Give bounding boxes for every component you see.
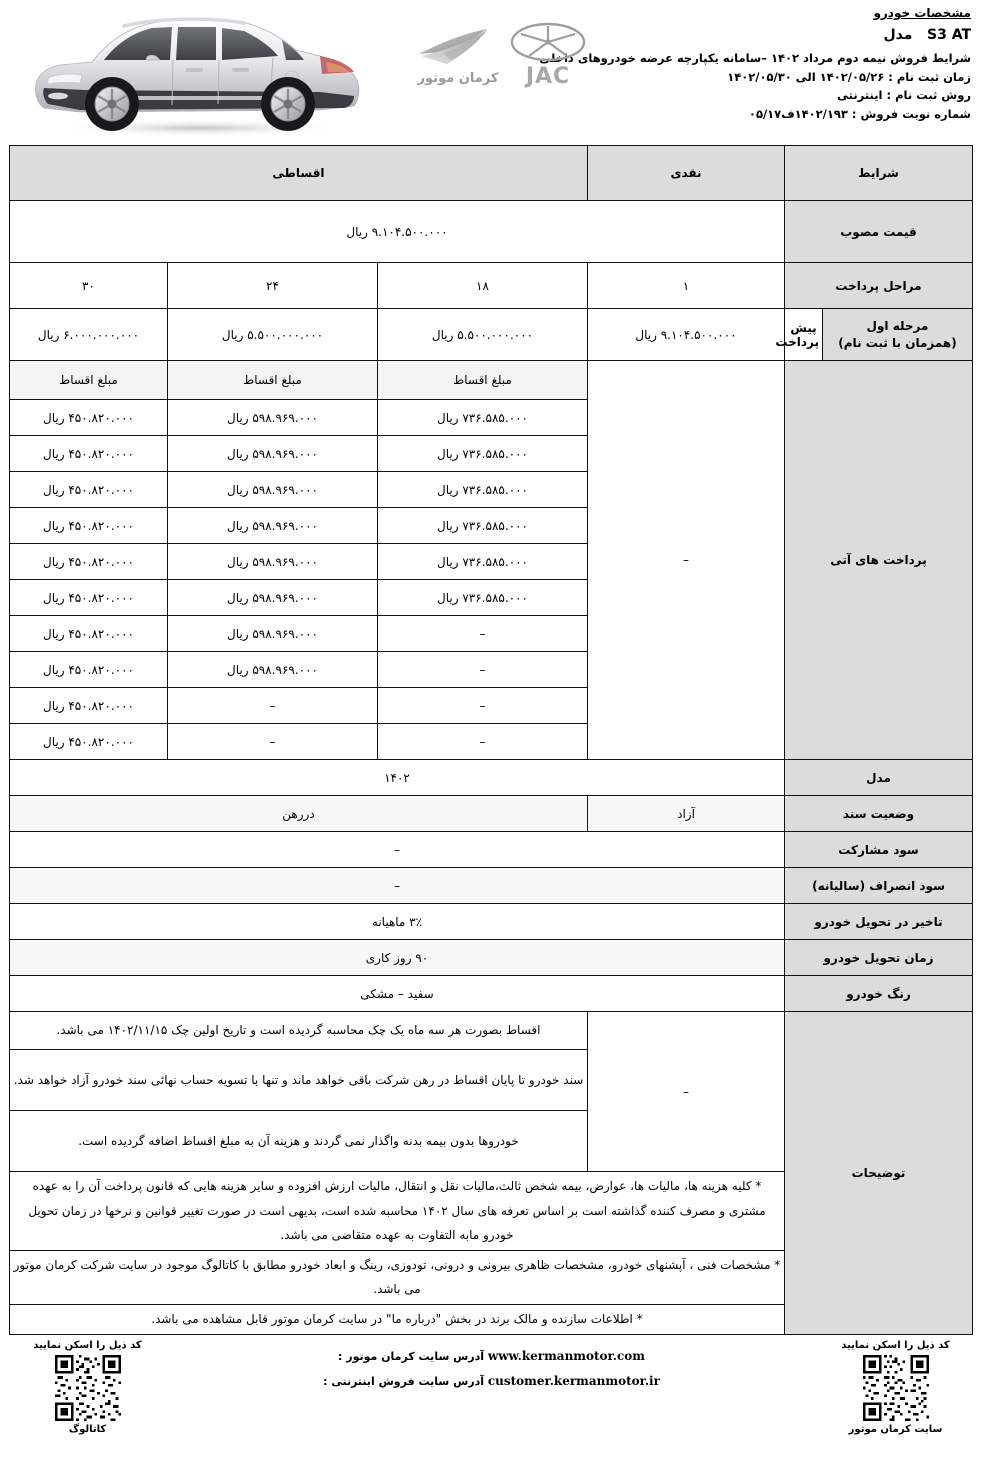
value-conditions-installment: اقساطی — [9, 146, 587, 201]
note-text: سند خودرو تا پایان اقساط در رهن شرکت باقی خواهد ماند و تنها با تسویه حساب نهائی سند خودرو آزاد خواهد شد. — [9, 1050, 587, 1111]
value-approved-price: ۹.۱۰۴.۵۰۰.۰۰۰ ریال — [9, 201, 784, 263]
note-text-wide: * مشخصات فنی ، آپشنهای خودرو، مشخصات ظاهری بیرونی و درونی، تودوزی، رینگ و ابعاد خودرو مطابق با کاتالوگ موجود در سایت شرکت کرمان موتور می باشد. — [9, 1250, 784, 1304]
installment-18: – — [378, 688, 588, 724]
installment-24: ۵۹۸.۹۶۹.۰۰۰ ریال — [168, 400, 378, 436]
installment-24: ۵۹۸.۹۶۹.۰۰۰ ریال — [168, 508, 378, 544]
brand-logos — [380, 0, 620, 89]
vehicle-image — [0, 0, 380, 145]
value-model: ۱۴۰۲ — [9, 760, 784, 796]
kerman-motor-caption: کرمان موتور — [417, 70, 499, 86]
stage-count-18: ۱۸ — [378, 263, 588, 309]
label-delivery-delay: تاخیر در تحویل خودرو — [785, 904, 973, 940]
table-row-participation-profit — [9, 832, 972, 868]
qr-site-label: سایت کرمان موتور — [848, 1423, 943, 1435]
future-payments-cash: – — [588, 361, 785, 760]
stage-count-cash: ۱ — [588, 263, 785, 309]
value-document-status-cash: آزاد — [588, 796, 785, 832]
label-document-status: وضعیت سند — [785, 796, 973, 832]
table-row-approved-price — [9, 201, 972, 263]
table-row-installment-header — [9, 361, 972, 400]
table-row-withdrawal-profit — [9, 868, 972, 904]
installment-30: ۴۵۰.۸۲۰.۰۰۰ ریال — [9, 400, 167, 436]
table-row-payment-stages — [9, 263, 972, 309]
label-notes: توضیحات — [785, 1012, 973, 1335]
installment-30: ۴۵۰.۸۲۰.۰۰۰ ریال — [9, 688, 167, 724]
installment-18: – — [378, 652, 588, 688]
table-row-prepayment — [9, 309, 972, 361]
installment-18: ۷۳۶.۵۸۵.۰۰۰ ریال — [378, 436, 588, 472]
installment-30: ۴۵۰.۸۲۰.۰۰۰ ریال — [9, 508, 167, 544]
label-approved-price: قیمت مصوب — [785, 201, 973, 263]
online-sales-line — [175, 1369, 808, 1394]
qr-catalog-column — [0, 1338, 175, 1435]
installment-24: ۵۹۸.۹۶۹.۰۰۰ ریال — [168, 652, 378, 688]
label-stage-one — [823, 309, 973, 361]
stage-count-30: ۳۰ — [9, 263, 167, 309]
notes-cash: – — [588, 1012, 785, 1172]
terms-line: شرایط فروش نیمه دوم مرداد ۱۴۰۲ –سامانه یکپارچه عرضه خودروهای داخلی — [539, 51, 971, 66]
table-row-model — [9, 760, 972, 796]
jac-logo-block — [509, 22, 587, 89]
label-payment-stages: مراحل پرداخت — [785, 263, 973, 309]
installment-24: – — [168, 688, 378, 724]
value-withdrawal-profit: – — [9, 868, 784, 904]
table-row-note — [9, 1012, 972, 1050]
online-sales-url[interactable]: customer.kermanmotor.ir — [487, 1373, 660, 1388]
kerman-motor-bird-icon — [413, 26, 503, 70]
note-text: اقساط بصورت هر سه ماه یک چک محاسبه گردیده است و تاریخ اولین چک ۱۴۰۲/۱۱/۱۵ می باشد. — [9, 1012, 587, 1050]
installment-24: ۵۹۸.۹۶۹.۰۰۰ ریال — [168, 472, 378, 508]
stage-one-main: مرحله اول — [866, 319, 929, 334]
installment-18: ۷۳۶.۵۸۵.۰۰۰ ریال — [378, 400, 588, 436]
qr-catalog-label: کاتالوگ — [68, 1423, 107, 1435]
label-conditions: شرایط — [785, 146, 973, 201]
stage-one-sub: (همزمان با ثبت نام) — [838, 335, 957, 350]
value-delivery-time: ۹۰ روز کاری — [9, 940, 784, 976]
qr-site-column — [808, 1338, 983, 1435]
table-row-car-color — [9, 976, 972, 1012]
note-text-wide: * کلیه هزینه ها، مالیات ها، عوارض، بیمه شخص ثالث،مالیات نقل و انتقال، مالیات ارزش افزوده و سایر هزینه هایی که قانون پرداخت آن را به عهده مشتری و مصرف کننده گذاشته است بر اساس تعرفه های سال ۱۴۰۲ محاسبه شده است، بدیهی است در صورت تغییر قوانین و نرخها در زمان تحویل خودرو مابه التفاوت به عهده متقاضی می باشد. — [9, 1172, 784, 1251]
value-delivery-delay: ۳٪ ماهیانه — [9, 904, 784, 940]
prepayment-24: ۵.۵۰۰.۰۰۰.۰۰۰ ریال — [168, 309, 378, 361]
installment-header-30: مبلغ اقساط — [9, 361, 167, 400]
site-address-line — [175, 1344, 808, 1369]
table-row-document-status — [9, 796, 972, 832]
value-conditions-cash: نقدی — [588, 146, 785, 201]
stage-count-24: ۲۴ — [168, 263, 378, 309]
value-participation-profit: – — [9, 832, 784, 868]
site-address-url[interactable]: www.kermanmotor.com — [487, 1348, 645, 1363]
value-car-color: سفید – مشکی — [9, 976, 784, 1012]
document-footer — [0, 1338, 983, 1460]
label-delivery-time: زمان تحویل خودرو — [785, 940, 973, 976]
sales-terms-table — [9, 145, 973, 1335]
qr-scan-note: کد ذیل را اسکن نمایید — [33, 1339, 142, 1351]
label-car-color: رنگ خودرو — [785, 976, 973, 1012]
registration-method: روش ثبت نام : اینترنتی — [837, 88, 971, 103]
label-participation-profit: سود مشارکت — [785, 832, 973, 868]
installment-18: ۷۳۶.۵۸۵.۰۰۰ ریال — [378, 580, 588, 616]
installment-30: ۴۵۰.۸۲۰.۰۰۰ ریال — [9, 436, 167, 472]
online-sales-label: آدرس سایت فروش اینترنتی : — [323, 1374, 484, 1388]
installment-header-18: مبلغ اقساط — [378, 361, 588, 400]
model-line — [626, 24, 971, 47]
table-row-delivery-time — [9, 940, 972, 976]
installment-24: – — [168, 724, 378, 760]
jac-caption: JAC — [525, 64, 571, 89]
prepayment-18: ۵.۵۰۰.۰۰۰.۰۰۰ ریال — [378, 309, 588, 361]
installment-18: – — [378, 724, 588, 760]
installment-18: ۷۳۶.۵۸۵.۰۰۰ ریال — [378, 472, 588, 508]
installment-30: ۴۵۰.۸۲۰.۰۰۰ ریال — [9, 616, 167, 652]
registration-time: زمان ثبت نام : ۱۴۰۲/۰۵/۲۶ الی ۱۴۰۲/۰۵/۳۰ — [727, 69, 971, 84]
table-row-conditions — [9, 146, 972, 201]
installment-30: ۴۵۰.۸۲۰.۰۰۰ ریال — [9, 652, 167, 688]
table-row-delivery-delay — [9, 904, 972, 940]
installment-18: ۷۳۶.۵۸۵.۰۰۰ ریال — [378, 508, 588, 544]
installment-18: ۷۳۶.۵۸۵.۰۰۰ ریال — [378, 544, 588, 580]
note-text: خودروها بدون بیمه بدنه واگذار نمی گردند و هزینه آن به مبلغ اقساط اضافه گردیده است. — [9, 1111, 587, 1172]
prepayment-30: ۶.۰۰۰.۰۰۰.۰۰۰ ریال — [9, 309, 167, 361]
page-title: مشخصات خودرو — [873, 6, 971, 20]
installment-30: ۴۵۰.۸۲۰.۰۰۰ ریال — [9, 724, 167, 760]
site-qr-code[interactable] — [863, 1355, 929, 1421]
value-document-status-installment: دررهن — [9, 796, 587, 832]
installment-30: ۴۵۰.۸۲۰.۰۰۰ ریال — [9, 580, 167, 616]
installment-24: ۵۹۸.۹۶۹.۰۰۰ ریال — [168, 616, 378, 652]
document-header — [0, 0, 983, 145]
installment-30: ۴۵۰.۸۲۰.۰۰۰ ریال — [9, 544, 167, 580]
jac-star-icon — [509, 22, 587, 66]
note-text-wide: * اطلاعات سازنده و مالک برند در بخش "درباره ما" در سایت کرمان موتور قابل مشاهده می باشد. — [9, 1304, 784, 1334]
installment-24: ۵۹۸.۹۶۹.۰۰۰ ریال — [168, 544, 378, 580]
catalog-qr-code[interactable] — [55, 1355, 121, 1421]
address-block — [175, 1338, 808, 1394]
label-future-payments: پرداخت های آتی — [785, 361, 973, 760]
installment-header-24: مبلغ اقساط — [168, 361, 378, 400]
installment-18: – — [378, 616, 588, 652]
label-prepayment: پیش پرداخت — [785, 309, 823, 361]
suv-side-view-icon — [20, 0, 380, 140]
installment-24: ۵۹۸.۹۶۹.۰۰۰ ریال — [168, 580, 378, 616]
qr-scan-note: کد ذیل را اسکن نمایید — [841, 1339, 950, 1351]
sale-number: شماره نوبت فروش : ۱۴۰۲/۱۹۳ف۰۵/۱۷ — [748, 106, 971, 121]
prepayment-cash: ۹.۱۰۴.۵۰۰.۰۰۰ ریال — [588, 309, 785, 361]
label-model: مدل — [785, 760, 973, 796]
label-withdrawal-profit: سود انصراف (سالیانه) — [785, 868, 973, 904]
model-label: مدل — [883, 27, 913, 44]
installment-24: ۵۹۸.۹۶۹.۰۰۰ ریال — [168, 436, 378, 472]
installment-30: ۴۵۰.۸۲۰.۰۰۰ ریال — [9, 472, 167, 508]
site-address-label: آدرس سایت کرمان موتور : — [338, 1349, 485, 1363]
kerman-motor-logo-block — [413, 26, 503, 86]
model-value: S3 AT — [927, 27, 971, 44]
